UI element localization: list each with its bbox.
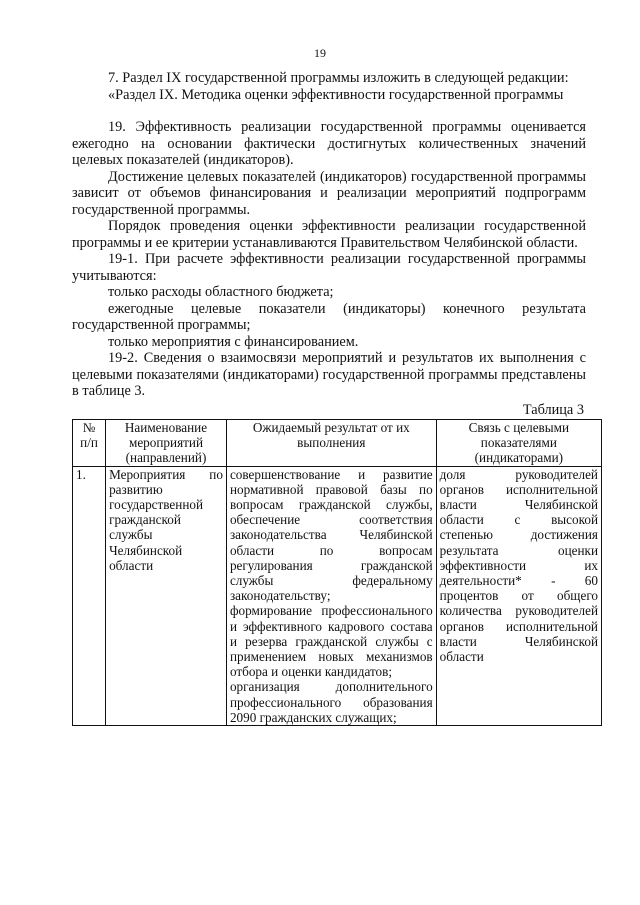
result-item-personnel: формирование профессионального и эффективного кадрового состава и резерва гражданской службы с применением новых механизмов отбора и оценки кандидатов; xyxy=(229,603,433,680)
paragraph-target-indicators: ежегодные целевые показатели (индикаторы) конечного результата государственной программы; xyxy=(72,300,586,333)
paragraph-19-1: 19-1. При расчете эффективности реализации государственной программы учитываются: xyxy=(72,251,586,284)
row-indicator-link: доля руководителей органов исполнительной власти Челябинской области с высокой степенью достижения результата оценки эффективности их деятельности* - 60 процентов от общего количества руководителей органов исполнительной власти Челябинской области xyxy=(436,466,601,725)
header-measures: Наименование мероприятий (направлений) xyxy=(106,420,227,467)
row-expected-results xyxy=(226,466,436,725)
row-measure-name: Мероприятия по развитию государственной гражданской службы Челябинской области xyxy=(106,466,227,725)
spacer xyxy=(72,103,586,119)
measures-table xyxy=(72,419,602,726)
paragraph-amendment: 7. Раздел IX государственной программы изложить в следующей редакции: xyxy=(108,70,569,86)
header-number: № п/п xyxy=(73,420,106,467)
table-caption: Таблица 3 xyxy=(522,401,584,418)
page-number: 19 xyxy=(314,46,326,60)
paragraph-19-2: 19-2. Сведения о взаимосвязи мероприятий и результатов их выполнения с целевыми показателями (индикаторами) государственной программы представлены в таблице 3. xyxy=(72,350,586,399)
paragraph-regional-budget: только расходы областного бюджета; xyxy=(108,284,334,300)
table-header-row xyxy=(73,420,602,467)
table-row xyxy=(73,466,602,725)
paragraph-section-title: «Раздел IX. Методика оценки эффективности государственной программы xyxy=(108,86,564,103)
paragraph-achievement: Достижение целевых показателей (индикаторов) государственной программы зависит от объемов финансирования и реализации мероприятий подпрограмм государственной программы. xyxy=(72,168,586,218)
row-number: 1. xyxy=(73,466,106,725)
paragraph-procedure: Порядок проведения оценки эффективности реализации государственной программы и ее критерии устанавливаются Правительством Челябинской области. xyxy=(72,218,586,251)
paragraph-financed-measures: только мероприятия с финансированием. xyxy=(108,333,359,350)
header-indicator-link: Связь с целевыми показателями (индикаторами) xyxy=(436,420,601,467)
result-item-legal-base: совершенствование и развитие нормативной правовой базы по вопросам гражданской службы, обеспечение соответствия законодательства Челябинской области по вопросам регулирования гражданской службы федеральному законодательству; xyxy=(229,466,433,604)
paragraph-19: 19. Эффективность реализации государственной программы оценивается ежегодно на основании фактически достигнутых количественных значений целевых показателей (индикаторов). xyxy=(72,119,586,168)
header-expected-result: Ожидаемый результат от их выполнения xyxy=(226,420,436,467)
result-item-education: организация дополнительного профессионального образования 2090 гражданских служащих; xyxy=(229,679,433,725)
document-body xyxy=(72,70,598,726)
